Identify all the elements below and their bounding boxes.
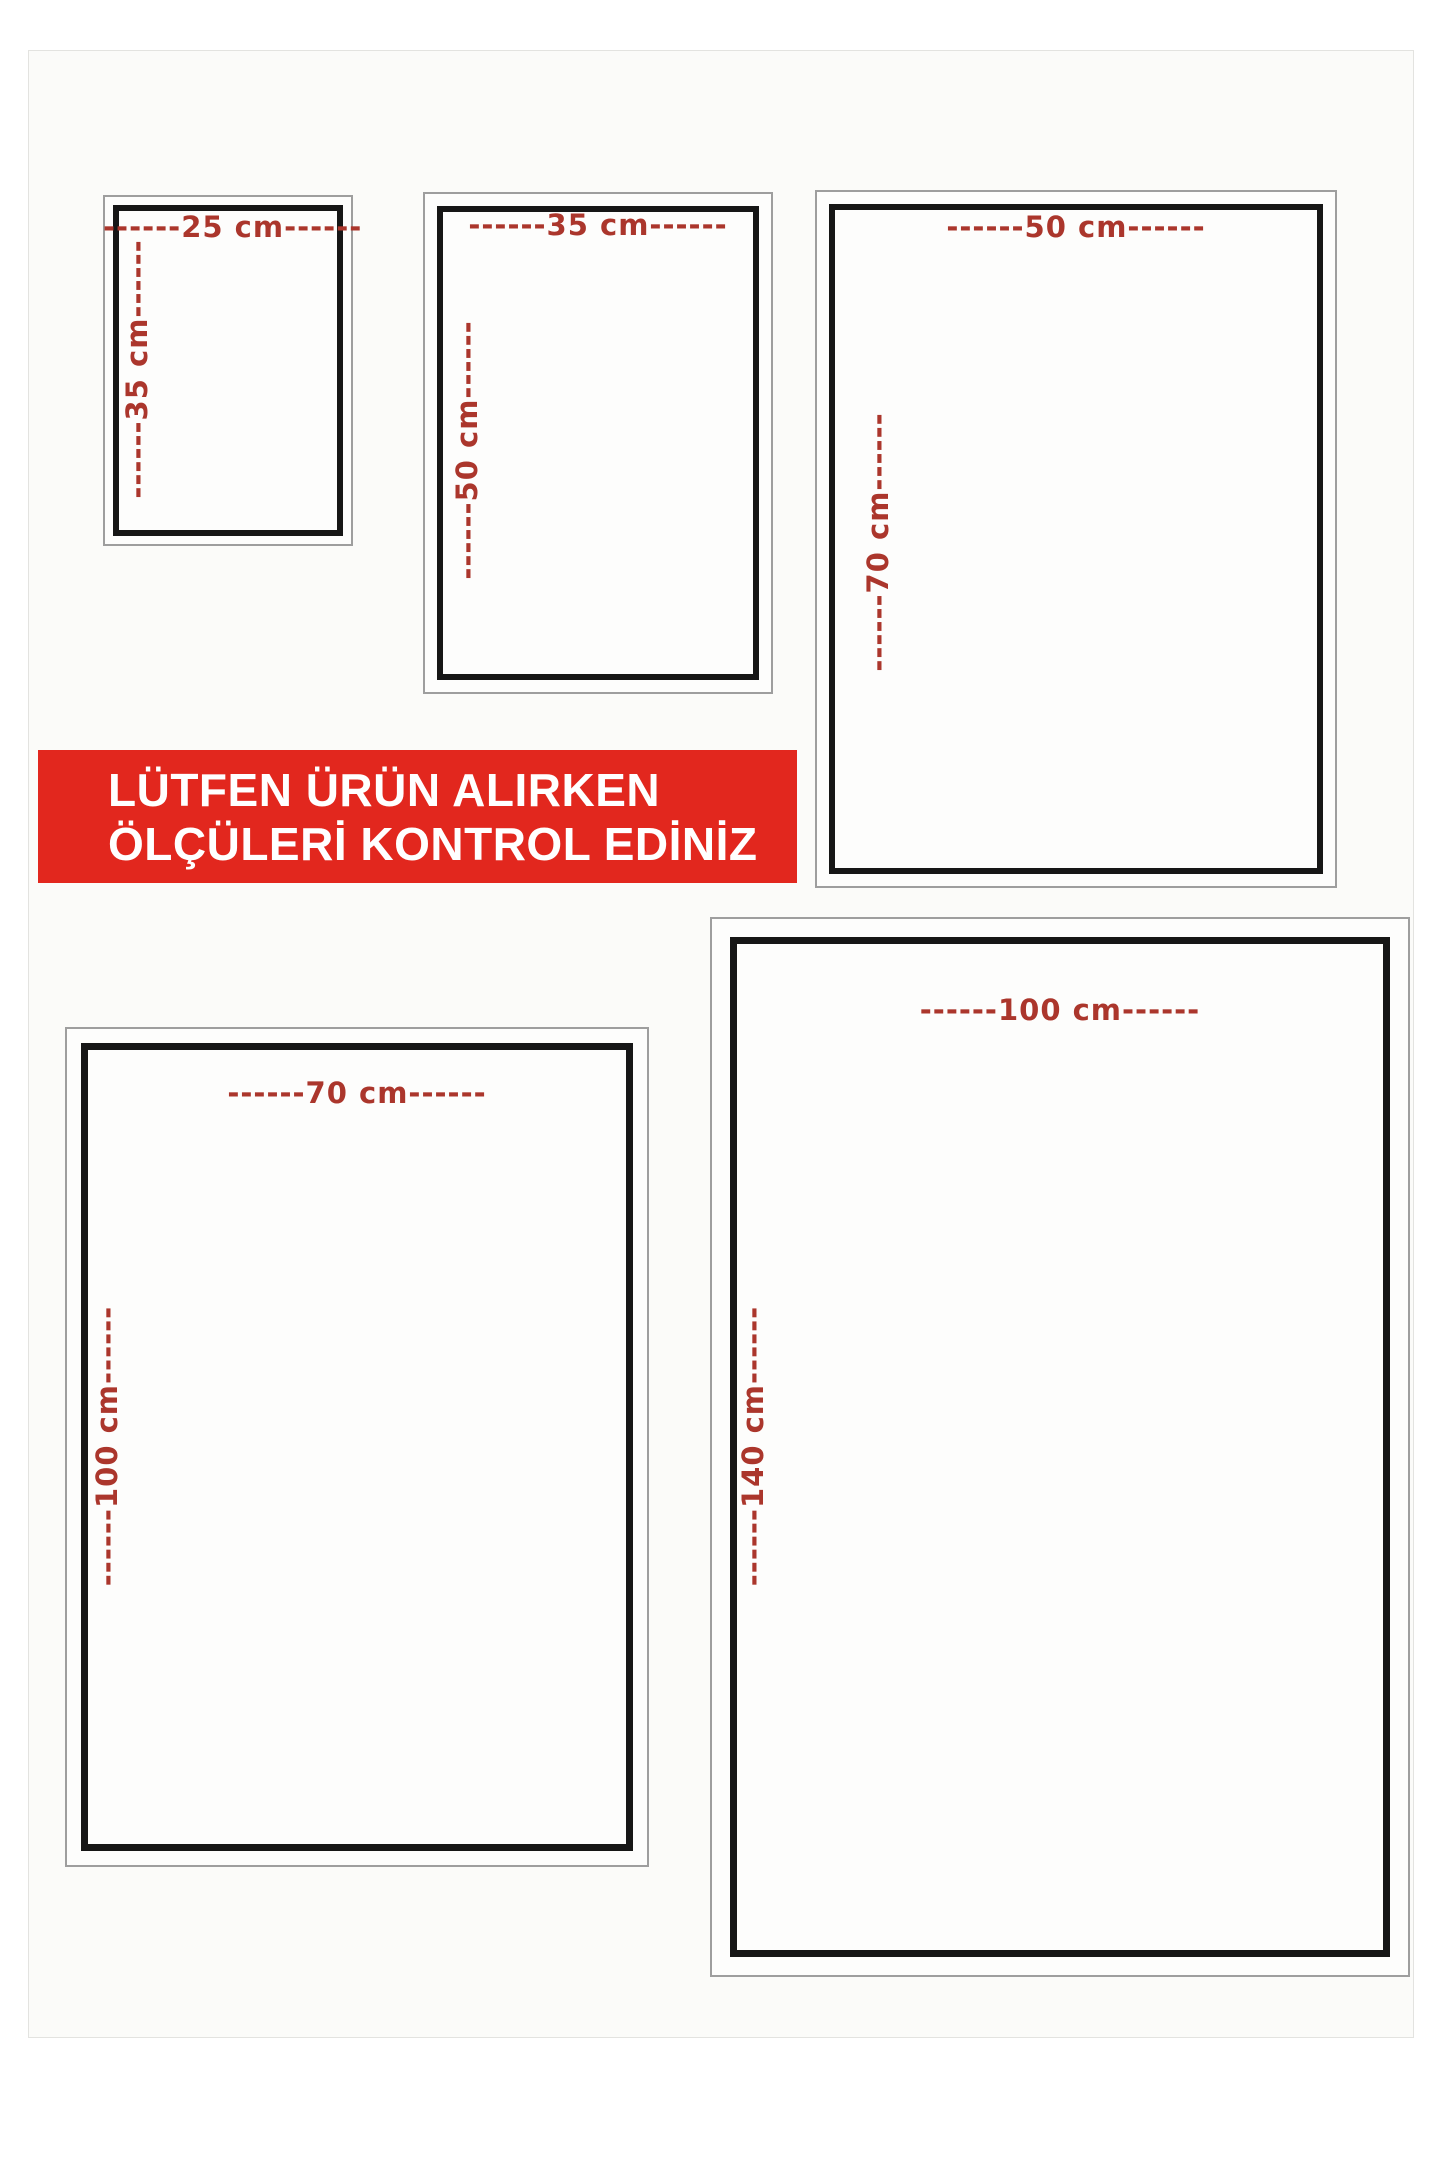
width-label-100cm: ------100 cm------	[919, 993, 1201, 1027]
size-box-70x100	[65, 1027, 649, 1867]
warning-banner	[38, 750, 797, 883]
height-label-140cm: ------140 cm------	[736, 1305, 770, 1587]
size-box-100x140	[710, 917, 1410, 1977]
size-box-50x70-frame	[829, 204, 1323, 874]
height-label-50cm: ------50 cm------	[450, 320, 484, 580]
width-label-35cm: ------35 cm------	[468, 208, 728, 242]
size-box-70x100-frame	[81, 1043, 633, 1851]
size-box-100x140-frame	[730, 937, 1390, 1957]
width-label-70cm: ------70 cm------	[227, 1076, 487, 1110]
height-label-35cm: ------35 cm------	[120, 239, 154, 499]
width-label-25cm: ------25 cm------	[103, 210, 363, 244]
height-label-100cm: ------100 cm------	[90, 1305, 124, 1587]
height-label-70cm: ------70 cm------	[861, 412, 895, 672]
warning-banner-line-1: LÜTFEN ÜRÜN ALIRKEN	[108, 764, 661, 816]
width-label-50cm: ------50 cm------	[946, 210, 1206, 244]
warning-banner-line-2: ÖLÇÜLERİ KONTROL EDİNİZ	[108, 818, 758, 870]
